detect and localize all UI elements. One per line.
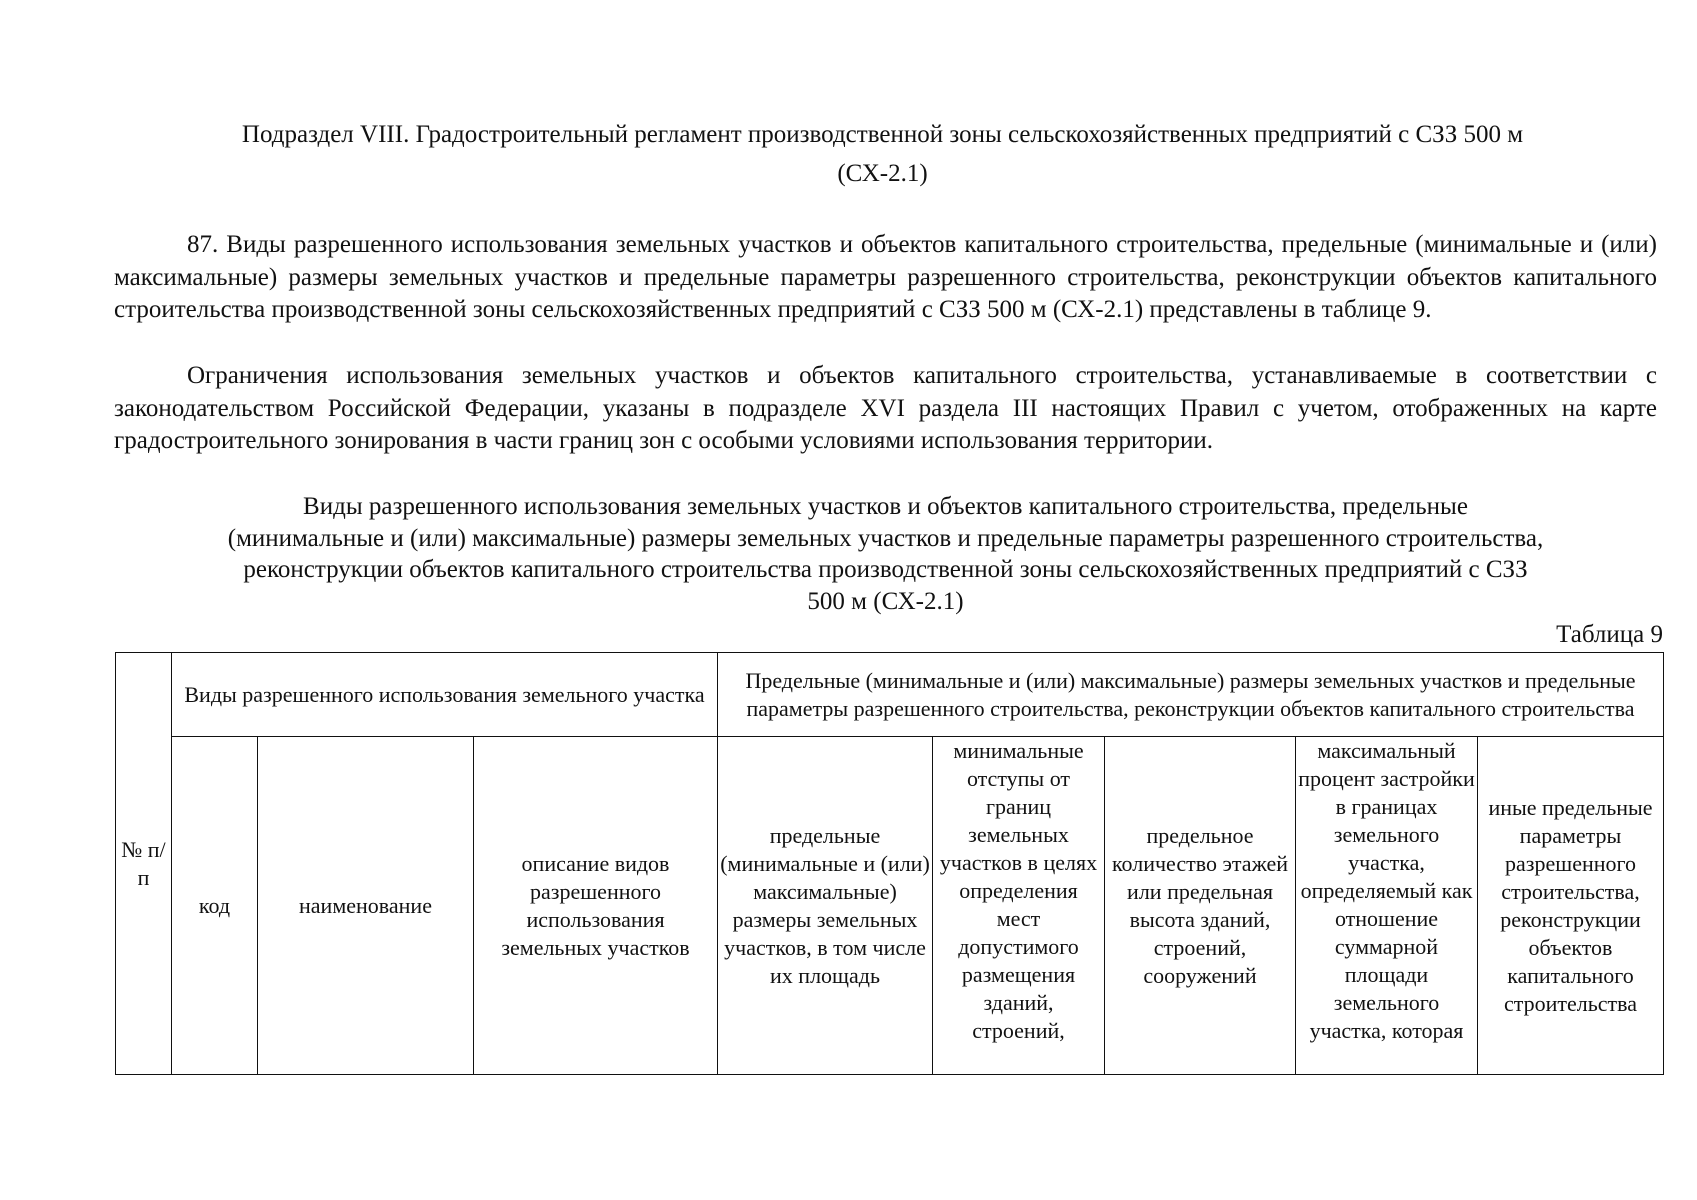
table-header-row-2 xyxy=(116,737,1664,1075)
header-coverage-text: максимальный процент застройки в границах земельного участка, определяемый как отношение суммарной площади земельного участка, которая xyxy=(1298,738,1475,1043)
header-setbacks-text: минимальные отступы от границ земельных участков в целях определения мест допустимого размещения зданий, строений, xyxy=(939,738,1098,1043)
header-other-params: иные предельные параметры разрешенного строительства, реконструкции объектов капитального строительства xyxy=(1478,737,1664,1075)
table-caption-line2: (минимальные и (или) максимальные) размеры земельных участков и предельные параметры разрешенного строительства, xyxy=(227,524,1544,552)
paragraph-restrictions: Ограничения использования земельных участков и объектов капитального строительства, устанавливаемые в соответствии с законодательством Российской Федерации, указаны в подразделе XVI раздела III настоящих Правил с учетом, отображенных на карте градостроительного зонирования в части границ зон с особыми условиями использования территории. xyxy=(114,362,1657,454)
table-caption xyxy=(114,491,1657,617)
header-group-limits: Предельные (минимальные и (или) максимальные) размеры земельных участков и предельные параметры разрешенного строительства, реконструкции объектов капитального строительства xyxy=(718,653,1664,737)
table-caption-line1: Виды разрешенного использования земельных участков и объектов капитального строительства, предельные xyxy=(303,493,1468,520)
table-number: Таблица 9 xyxy=(1556,621,1663,648)
header-setbacks xyxy=(933,737,1105,1075)
header-number: № п/п xyxy=(116,653,172,1075)
section-heading-line2: (СХ-2.1) xyxy=(837,160,928,187)
header-plot-size: предельные (минимальные и (или) максимальные) размеры земельных участков, в том числе их площадь xyxy=(718,737,933,1075)
paragraph-87: 87. Виды разрешенного использования земельных участков и объектов капитального строительства, предельные (минимальные и (или) максимальные) размеры земельных участков и предельные параметры разрешенного строительства, реконструкции объектов капитального строительства производственной зоны сельскохозяйственных предприятий с СЗЗ 500 м (СХ-2.1) представлены в таблице 9. xyxy=(114,231,1657,323)
header-coverage xyxy=(1296,737,1478,1075)
header-code: код xyxy=(172,737,258,1075)
header-name: наименование xyxy=(258,737,474,1075)
section-heading-line1: Подраздел VIII. Градостроительный регламент производственной зоны сельскохозяйственных предприятий с СЗЗ 500 м xyxy=(241,121,1524,148)
header-group-use-types: Виды разрешенного использования земельного участка xyxy=(172,653,718,737)
table-header-row-1 xyxy=(116,653,1664,737)
table-caption-line4: 500 м (СХ-2.1) xyxy=(807,587,964,615)
header-description: описание видов разрешенного использования земельных участков xyxy=(474,737,718,1075)
header-floors: предельное количество этажей или предельная высота зданий, строений, сооружений xyxy=(1105,737,1296,1075)
section-heading xyxy=(100,115,1665,193)
regulation-table xyxy=(115,652,1664,1075)
table-caption-line3: реконструкции объектов капитального строительства производственной зоны сельскохозяйственных предприятий с СЗЗ xyxy=(243,556,1528,583)
